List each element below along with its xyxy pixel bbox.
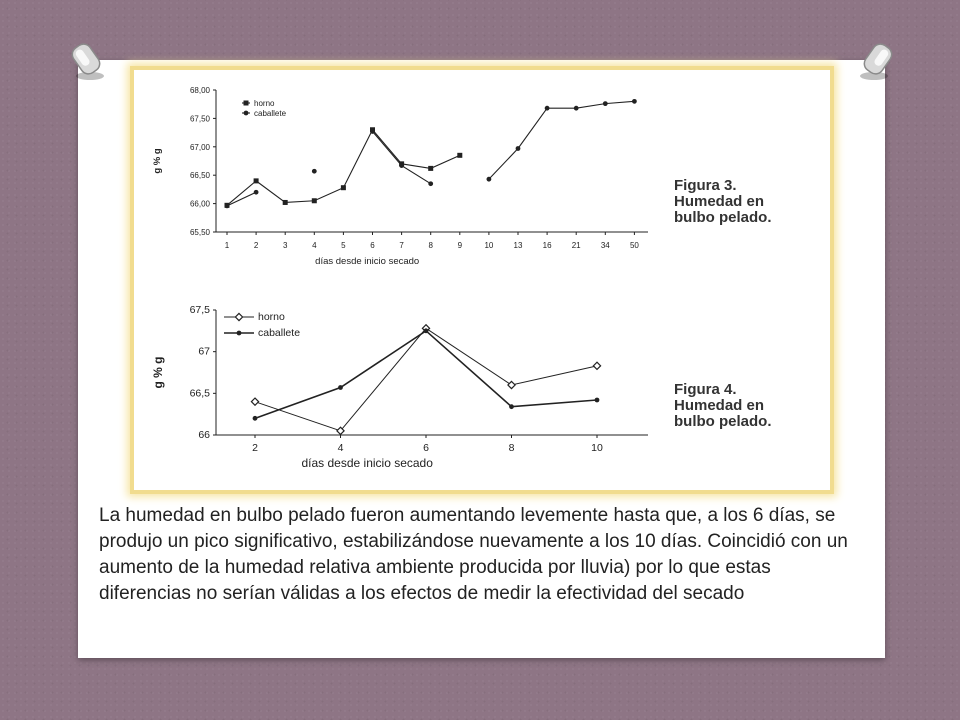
y-tick-label: 67,50 <box>189 114 210 124</box>
data-point-caballete <box>603 101 608 106</box>
x-axis-label: días desde inicio secado <box>315 256 420 267</box>
x-tick-label: 7 <box>399 241 404 250</box>
figures-svg <box>134 70 830 490</box>
legend-marker-horno <box>244 101 249 106</box>
y-tick-label: 68,00 <box>189 86 210 95</box>
x-axis-label: días desde inicio secado <box>301 456 433 470</box>
data-point-horno <box>283 200 288 205</box>
y-tick-label: 66,50 <box>189 171 210 181</box>
slide-body-text: La humedad en bulbo pelado fueron aumentando levemente hasta que, a los 6 días, se produjo un pico significativo, estabilizándose nuevamente a los 10 días. Coincidió con un aumento de la humedad relativa ambiente producida por lluvia) por lo que estas diferencias no serían válidas a los efectos de medir la efectividad del secado <box>99 505 848 604</box>
series-line-horno <box>255 328 597 431</box>
figure-caption-title: Figura 4. <box>674 381 737 398</box>
figure-caption-title: Figura 3. <box>674 177 737 194</box>
legend-label-caballete: caballete <box>258 327 301 339</box>
x-tick-label: 5 <box>341 241 346 250</box>
pushpin-icon <box>68 38 108 82</box>
data-point-caballete <box>399 163 404 168</box>
data-point-caballete <box>254 190 259 195</box>
x-tick-label: 16 <box>542 241 552 250</box>
data-point-horno <box>341 185 346 190</box>
data-point-horno <box>428 166 433 171</box>
legend-label-caballete: caballete <box>254 109 287 118</box>
legend-marker-caballete <box>244 111 249 116</box>
x-tick-label: 34 <box>600 241 610 250</box>
data-point-caballete <box>632 99 637 104</box>
figure-frame <box>130 66 834 494</box>
x-tick-label: 6 <box>423 442 429 454</box>
data-point-caballete <box>428 181 433 186</box>
x-tick-label: 2 <box>253 241 259 250</box>
data-point-caballete <box>595 398 600 403</box>
y-tick-label: 67 <box>198 345 210 358</box>
data-point-caballete <box>225 203 230 208</box>
x-tick-label: 10 <box>484 241 494 250</box>
series-line-caballete <box>227 192 256 206</box>
y-tick-label: 66,5 <box>189 387 210 400</box>
x-tick-label: 8 <box>428 241 433 250</box>
series-line-caballete <box>255 331 597 419</box>
x-tick-label: 1 <box>224 241 230 250</box>
y-tick-label: 67,5 <box>189 304 210 316</box>
data-point-horno <box>251 398 258 405</box>
data-point-caballete <box>545 106 550 111</box>
x-tick-label: 13 <box>513 241 523 250</box>
series-line-horno <box>227 130 460 206</box>
figure-caption-line: bulbo pelado. <box>674 209 772 226</box>
x-tick-label: 21 <box>571 241 581 250</box>
data-point-caballete <box>516 146 521 151</box>
x-tick-label: 9 <box>457 241 463 250</box>
x-tick-label: 10 <box>591 442 603 454</box>
data-point-caballete <box>312 169 317 174</box>
data-point-horno <box>312 198 317 203</box>
x-tick-label: 6 <box>370 241 375 250</box>
x-tick-label: 50 <box>629 241 639 250</box>
pushpin-icon <box>856 38 896 82</box>
data-point-caballete <box>253 416 258 421</box>
legend-label-horno: horno <box>254 99 275 108</box>
series-line-caballete <box>489 101 635 179</box>
y-tick-label: 65,50 <box>189 228 210 237</box>
y-tick-label: 67,00 <box>189 142 210 152</box>
y-axis-label: g % g <box>151 356 165 389</box>
data-point-caballete <box>487 177 492 182</box>
data-point-horno <box>457 153 462 158</box>
x-tick-label: 2 <box>252 442 258 454</box>
y-tick-label: 66,00 <box>189 199 210 209</box>
data-point-horno <box>254 178 259 183</box>
data-point-horno <box>508 381 515 388</box>
data-point-caballete <box>574 106 579 111</box>
figure-caption-line: Humedad en <box>674 193 765 210</box>
x-tick-label: 8 <box>508 442 515 454</box>
x-tick-label: 4 <box>312 241 317 250</box>
legend-label-horno: horno <box>258 311 285 323</box>
legend-marker-caballete <box>237 331 242 336</box>
data-point-caballete <box>424 328 429 333</box>
legend-marker-horno <box>235 313 242 320</box>
data-point-caballete <box>338 385 343 390</box>
data-point-horno <box>593 362 600 369</box>
data-point-caballete <box>370 129 375 134</box>
y-axis-label: g % g <box>152 148 163 174</box>
x-tick-label: 3 <box>282 241 288 250</box>
data-point-caballete <box>509 404 514 409</box>
figure-caption-line: bulbo pelado. <box>674 413 772 430</box>
y-tick-label: 66 <box>198 429 210 441</box>
figure-caption-line: Humedad en <box>674 397 765 414</box>
x-tick-label: 4 <box>337 442 344 454</box>
